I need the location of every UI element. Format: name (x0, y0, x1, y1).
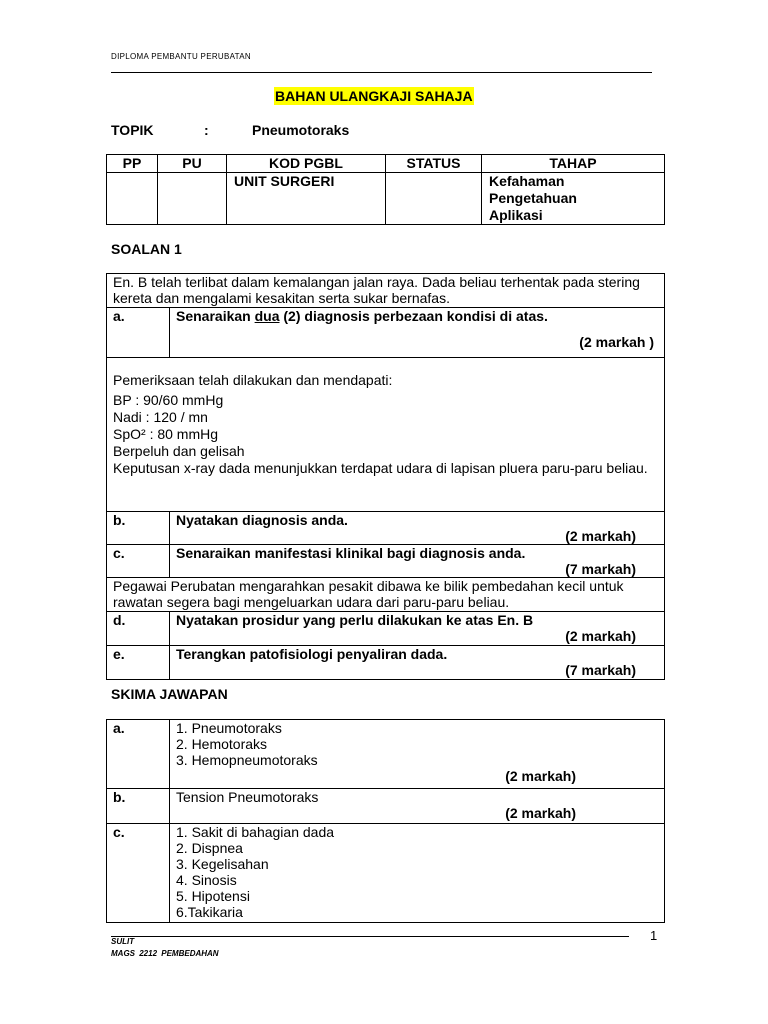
meta-kod-cell: UNIT SURGERI (227, 173, 386, 225)
page-title: BAHAN ULANGKAJI SAHAJA (275, 88, 473, 104)
answer-a-cell (170, 720, 665, 789)
question-a-cell (170, 308, 665, 358)
question-e-marks: (7 markah) (565, 662, 636, 678)
answer-b-cell (170, 789, 665, 824)
answer-c-item: 3. Kegelisahan (176, 856, 269, 872)
answer-a-item: 1. Pneumotoraks (176, 720, 282, 736)
meta-status-cell (386, 173, 482, 225)
answer-b-label: b. (107, 789, 170, 824)
question-b-row (107, 512, 665, 545)
answer-b-text: Tension Pneumotoraks (176, 789, 319, 805)
answer-b-marks: (2 markah) (505, 805, 576, 821)
header-org: DIPLOMA PEMBANTU PERUBATAN (111, 52, 251, 61)
question-table (106, 273, 665, 680)
meta-header-tahap: TAHAP (482, 155, 665, 173)
tahap-item: Kefahaman (489, 173, 565, 189)
answer-c-item: 5. Hipotensi (176, 888, 250, 904)
finding-bp: BP : 90/60 mmHg (113, 392, 224, 408)
transfer-row (107, 578, 665, 612)
meta-tahap-cell (482, 173, 665, 225)
question-e-text: Terangkan patofisiologi penyaliran dada. (176, 646, 448, 662)
meta-value-row (107, 173, 665, 225)
topic-value: Pneumotoraks (252, 122, 350, 138)
meta-header-pp: PP (107, 155, 158, 173)
header-rule (111, 72, 652, 73)
finding-nadi: Nadi : 120 / mn (113, 409, 208, 425)
answer-c-cell (170, 824, 665, 923)
transfer-cell: Pegawai Perubatan mengarahkan pesakit dibawa ke bilik pembedahan kecil untuk rawatan segera bagi mengeluarkan udara dari paru-paru beliau. (107, 578, 665, 612)
meta-header-status: STATUS (386, 155, 482, 173)
answer-b-row (107, 789, 665, 824)
soalan-heading: SOALAN 1 (111, 241, 182, 257)
question-b-label: b. (107, 512, 170, 545)
question-d-cell (170, 612, 665, 646)
finding-sweat: Berpeluh dan gelisah (113, 443, 245, 459)
answer-c-item: 2. Dispnea (176, 840, 243, 856)
question-b-cell (170, 512, 665, 545)
meta-header-pu: PU (158, 155, 227, 173)
answer-a-item: 3. Hemopneumotoraks (176, 752, 318, 768)
question-b-text: Nyatakan diagnosis anda. (176, 512, 348, 528)
tahap-item: Pengetahuan (489, 190, 577, 206)
answer-a-label: a. (107, 720, 170, 789)
question-c-cell (170, 545, 665, 578)
answer-c-item: 1. Sakit di bahagian dada (176, 824, 335, 840)
meta-header-row (107, 155, 665, 173)
meta-table (106, 154, 665, 225)
meta-pu-cell (158, 173, 227, 225)
footer-course: MAGS 2212 PEMBEDAHAN (111, 949, 219, 958)
question-d-text: Nyatakan prosidur yang perlu dilakukan ke atas En. B (176, 612, 534, 628)
question-c-marks: (7 markah) (565, 561, 636, 577)
answer-c-label: c. (107, 824, 170, 923)
question-a-row (107, 308, 665, 358)
question-d-marks: (2 markah) (565, 628, 636, 644)
question-b-marks: (2 markah) (565, 528, 636, 544)
answer-a-row (107, 720, 665, 789)
question-d-row (107, 612, 665, 646)
question-e-label: e. (107, 646, 170, 680)
findings-heading: Pemeriksaan telah dilakukan dan mendapati: (113, 372, 393, 388)
question-e-cell (170, 646, 665, 680)
question-a-post: (2) diagnosis perbezaan kondisi di atas. (279, 308, 548, 324)
meta-pp-cell (107, 173, 158, 225)
question-c-label: c. (107, 545, 170, 578)
question-a-underlined: dua (254, 308, 280, 324)
question-c-row (107, 545, 665, 578)
footer-rule (111, 936, 629, 937)
tahap-item: Aplikasi (489, 207, 543, 223)
topic-label: TOPIK (111, 122, 154, 138)
footer-sulit: SULIT (111, 937, 135, 946)
answer-c-item: 4. Sinosis (176, 872, 237, 888)
findings-cell (107, 358, 665, 512)
answer-table (106, 719, 665, 923)
skima-heading: SKIMA JAWAPAN (111, 686, 228, 702)
question-c-text: Senaraikan manifestasi klinikal bagi diagnosis anda. (176, 545, 526, 561)
answer-c-row (107, 824, 665, 923)
meta-header-kod: KOD PGBL (227, 155, 386, 173)
intro-row (107, 274, 665, 308)
topic-colon: : (204, 122, 209, 138)
intro-cell: En. B telah terlibat dalam kemalangan jalan raya. Dada beliau terhentak pada stering kereta dan mengalami kesakitan serta sukar bernafas. (107, 274, 665, 308)
page-number: 1 (650, 928, 658, 943)
question-a-label: a. (107, 308, 170, 358)
finding-xray: Keputusan x-ray dada menunjukkan terdapat udara di lapisan pluera paru-paru beliau. (113, 460, 648, 476)
question-a-pre: Senaraikan (176, 308, 255, 324)
finding-spo2: SpO² : 80 mmHg (113, 426, 219, 442)
question-e-row (107, 646, 665, 680)
question-d-label: d. (107, 612, 170, 646)
answer-c-item: 6.Takikaria (176, 904, 243, 920)
question-a-marks: (2 markah ) (579, 334, 654, 350)
findings-row (107, 358, 665, 512)
answer-a-item: 2. Hemotoraks (176, 736, 268, 752)
answer-a-marks: (2 markah) (505, 768, 576, 784)
